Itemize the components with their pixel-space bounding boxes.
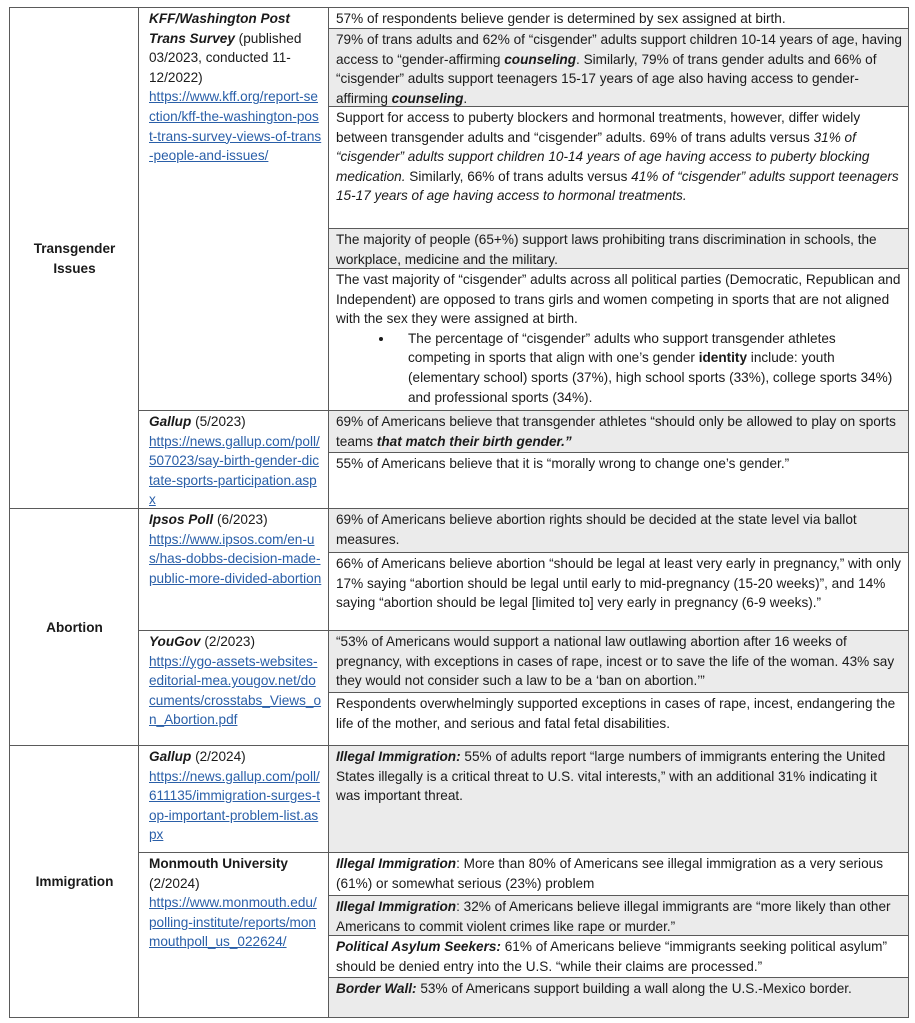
finding-row	[328, 268, 909, 411]
finding-text: The vast majority of “cisgender” adults across all political parties (Democratic, Republican and Independent) are opposed to trans girls and women competing in sports that are not aligned with the sex they were assigned at birth.	[336, 272, 901, 327]
source-name: Gallup	[149, 414, 192, 429]
source-name: KFF/Washington Post Trans Survey	[149, 11, 290, 46]
finding-text: “53% of Americans would support a national law outlawing abortion after 16 weeks of pregnancy, with exceptions in cases of rape, incest or to save the life of the woman. 43% say they would not consider such a law to be a ‘ban on abortion.’”	[336, 634, 895, 689]
source-detail: (published 03/2023, conducted 11-12/2022)	[149, 30, 302, 85]
finding-text: 69% of Americans believe abortion rights should be decided at the state level via ballot measures.	[336, 512, 857, 547]
source-detail: (6/2023)	[213, 512, 268, 527]
topic-immigration	[9, 745, 139, 1018]
source-name: Gallup	[149, 749, 192, 764]
source-link[interactable]: https://ygo-assets-websites-editorial-mea.yougov.net/documents/crosstabs_Views_on_Abortion.pdf	[149, 653, 322, 728]
source-gallup-2023	[138, 410, 329, 509]
source-link[interactable]: https://www.ipsos.com/en-us/has-dobbs-decision-made-public-more-divided-abortion	[149, 531, 322, 586]
finding-row	[328, 977, 909, 1018]
finding-row	[328, 410, 909, 453]
source-detail: (2/2024)	[149, 875, 200, 891]
finding-emphasis: counseling	[391, 90, 464, 106]
finding-row	[328, 228, 909, 269]
finding-text: 79% of trans adults and 62% of “cisgender” adults support children 10-14 years of age, having access to “gender-affirming	[336, 32, 902, 67]
topic-label: Immigration	[35, 874, 114, 890]
finding-row	[328, 508, 909, 553]
topic-transgender-issues	[9, 7, 139, 509]
finding-label: Border Wall:	[336, 981, 417, 996]
finding-label: Political Asylum Seekers:	[336, 939, 501, 954]
finding-text: : 32% of Americans believe illegal immigrants are “more likely than other Americans to commit violent crimes like rape or murder.”	[336, 899, 891, 934]
finding-text: 66% of Americans believe abortion “should be legal at least very early in pregnancy,” with only 17% saying “abortion should be legal until early to mid-pregnancy (15-20 weeks)”, and 14% saying “abortion should be legal [limited to] very early in pregnancy (6-9 weeks).”	[336, 556, 901, 611]
finding-emphasis: 31% of “cisgender” adults support children 10-14 years of age having access to puberty blocking medication.	[336, 129, 870, 184]
source-kff	[138, 7, 329, 411]
finding-text: : More than 80% of Americans see illegal immigration as a very serious (61%) or somewhat serious (23%) problem	[336, 856, 883, 891]
source-name: Ipsos Poll	[149, 512, 214, 527]
finding-text: 57% of respondents believe gender is determined by sex assigned at birth.	[336, 11, 786, 26]
finding-label: Illegal Immigration:	[336, 749, 461, 764]
finding-text: . Similarly, 79% of trans gender adults and 66% of “cisgender” adults support teenagers 15-17 years of age also having access to gender-affirming	[336, 51, 877, 106]
finding-row	[328, 935, 909, 978]
bullet-emphasis: identity	[698, 350, 748, 366]
finding-row	[328, 852, 909, 896]
finding-text: Similarly, 66% of trans adults versus	[405, 168, 632, 184]
finding-row	[328, 28, 909, 107]
finding-text: The majority of people (65+%) support laws prohibiting trans discrimination in schools, the workplace, medicine and the military.	[336, 232, 877, 267]
source-monmouth	[138, 852, 329, 1018]
topic-abortion	[9, 508, 139, 746]
finding-text: Respondents overwhelmingly supported exceptions in cases of rape, incest, endangering the life of the mother, and serious and fatal fetal disabilities.	[336, 696, 896, 731]
source-detail: (5/2023)	[191, 414, 246, 429]
finding-bullet-list	[336, 329, 902, 407]
finding-text: .	[463, 90, 468, 106]
finding-row	[328, 7, 909, 29]
bullet-text: The percentage of “cisgender” adults who support transgender athletes competing in sports that align with one’s gender	[408, 330, 836, 366]
finding-row	[328, 630, 909, 693]
topic-label: Abortion	[46, 619, 103, 635]
source-gallup-2024	[138, 745, 329, 853]
source-yougov	[138, 630, 329, 746]
finding-emphasis: counseling	[504, 51, 577, 67]
source-name: Monmouth University	[149, 856, 288, 871]
finding-emphasis: 41% of “cisgender” adults support teenagers 15-17 years of age having access to hormonal treatments.	[336, 168, 899, 204]
source-name: YouGov	[149, 634, 201, 649]
source-link[interactable]: https://news.gallup.com/poll/611135/immigration-surges-top-important-problem-list.aspx	[149, 768, 321, 843]
finding-row	[328, 452, 909, 509]
finding-row	[328, 106, 909, 229]
finding-text: 69% of Americans believe that transgender athletes “should only be allowed to play on sports teams	[336, 414, 896, 449]
finding-emphasis: that match their birth gender.”	[376, 433, 572, 449]
finding-text: 61% of Americans believe “immigrants seeking political asylum” should be denied entry into the U.S. “while their claims are processed.”	[336, 939, 888, 974]
finding-text: Support for access to puberty blockers and hormonal treatments, however, differ widely between transgender adults and “cisgender” adults. 69% of trans adults versus	[336, 110, 861, 145]
finding-text: 55% of Americans believe that it is “morally wrong to change one’s gender.”	[336, 456, 790, 471]
finding-text: 53% of Americans support building a wall along the U.S.-Mexico border.	[416, 981, 852, 996]
finding-label: Illegal Immigration	[336, 856, 457, 871]
finding-row	[328, 692, 909, 746]
source-link[interactable]: https://www.kff.org/report-section/kff-the-washington-post-trans-survey-views-of-trans-people-and-issues/	[149, 89, 322, 164]
topic-label: Transgender Issues	[33, 240, 116, 276]
source-link[interactable]: https://www.monmouth.edu/polling-institute/reports/monmouthpoll_us_022624/	[149, 895, 317, 950]
source-link[interactable]: https://news.gallup.com/poll/507023/say-birth-gender-dictate-sports-participation.aspx	[149, 433, 320, 508]
source-detail: (2/2023)	[200, 634, 256, 649]
finding-text: 55% of adults report “large numbers of immigrants entering the United States illegally is a critical threat to U.S. vital interests,” with an additional 31% indicating it was important threat.	[336, 749, 886, 804]
finding-label: Illegal Immigration	[336, 899, 457, 914]
finding-row	[328, 552, 909, 631]
source-detail: (2/2024)	[191, 749, 246, 764]
source-ipsos	[138, 508, 329, 631]
finding-row	[328, 895, 909, 936]
finding-bullet	[394, 329, 902, 407]
bullet-text: include: youth (elementary school) sports (37%), high school sports (33%), college sports 34%) and professional sports (34%).	[408, 350, 893, 405]
finding-row	[328, 745, 909, 853]
